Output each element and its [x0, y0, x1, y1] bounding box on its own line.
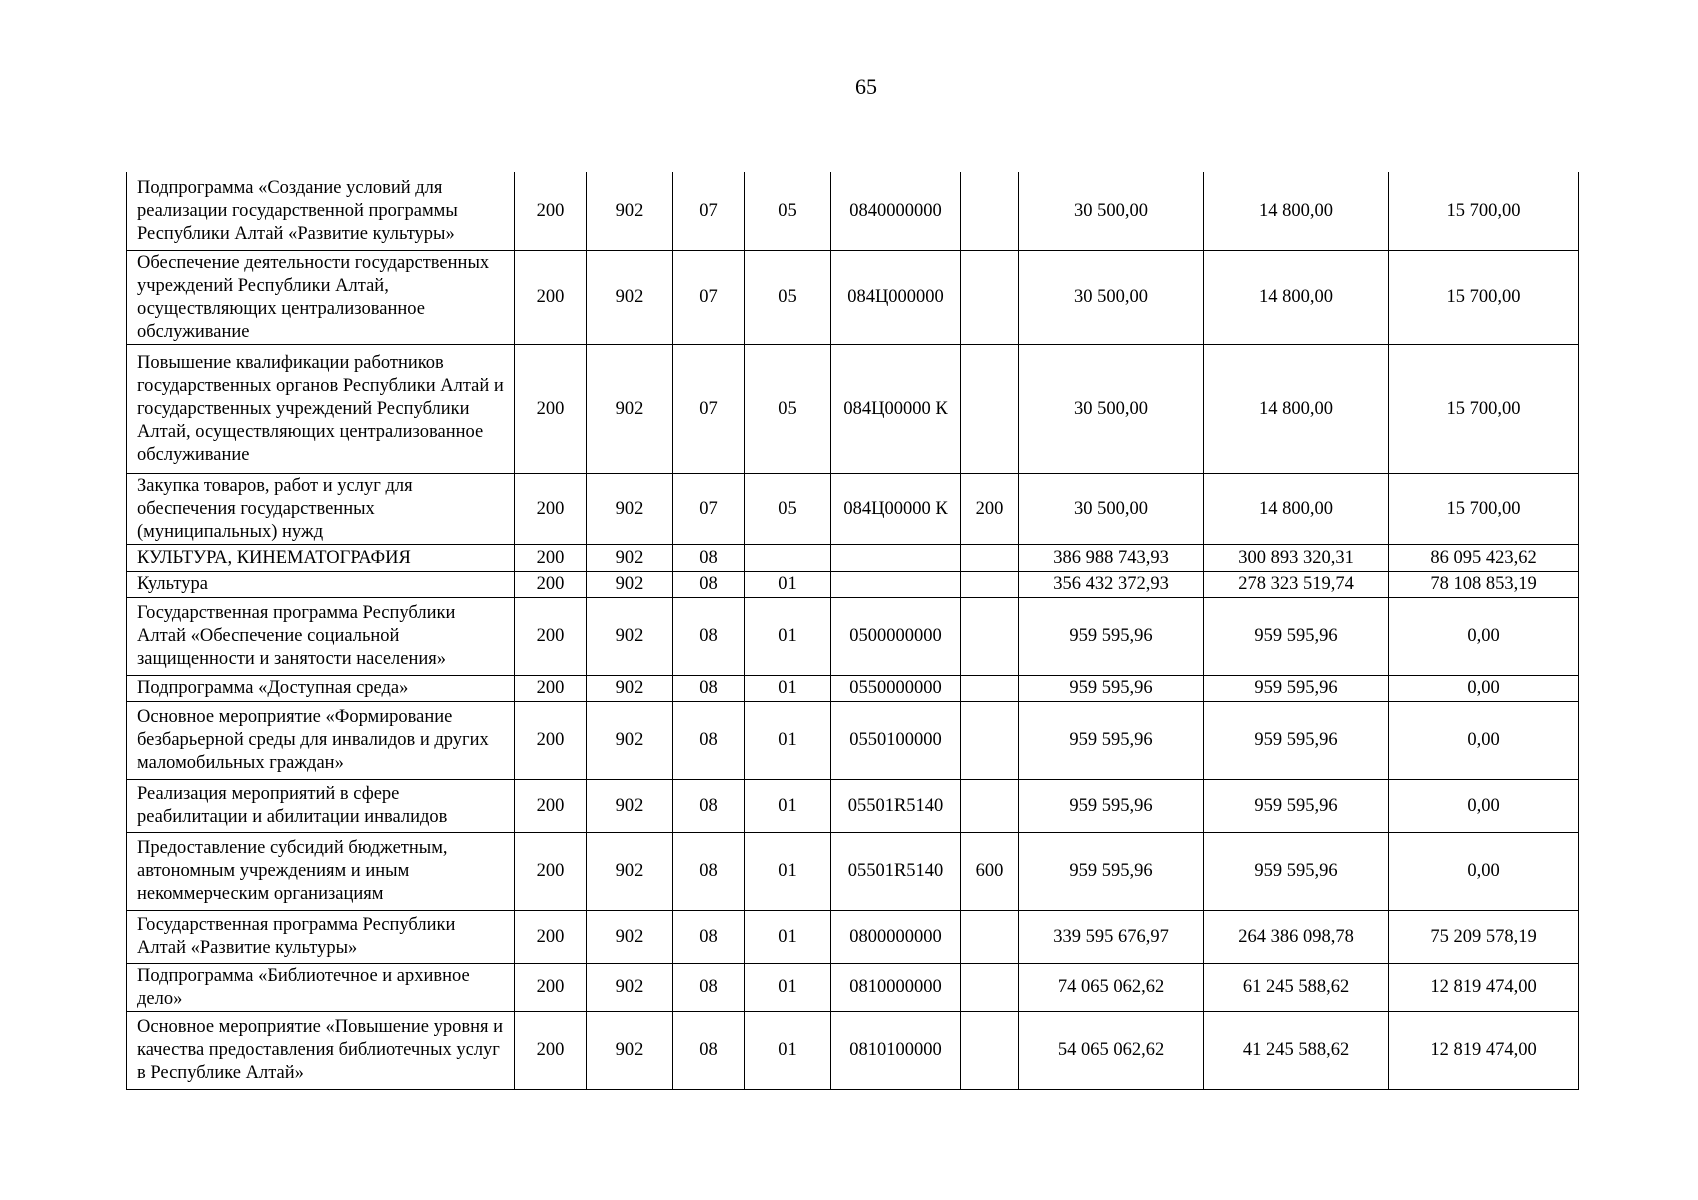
table-row [127, 571, 1579, 597]
section-cell: 08 [673, 571, 745, 597]
subsection-cell: 01 [745, 675, 831, 701]
amount-regional-cell: 0,00 [1389, 597, 1579, 675]
amount-total-cell: 30 500,00 [1019, 344, 1204, 473]
name-cell: Государственная программа Республики Алтай «Развитие культуры» [127, 910, 515, 963]
section-cell: 08 [673, 544, 745, 571]
expense-type-cell [961, 250, 1019, 344]
expense-type-cell [961, 571, 1019, 597]
admin-code-cell: 200 [515, 1011, 587, 1089]
target-article-cell: 0550100000 [831, 701, 961, 779]
amount-regional-cell: 75 209 578,19 [1389, 910, 1579, 963]
name-cell: Предоставление субсидий бюджетным, автономным учреждениям и иным некоммерческим организациям [127, 832, 515, 910]
dept-code-cell: 902 [587, 172, 673, 250]
amount-total-cell: 339 595 676,97 [1019, 910, 1204, 963]
amount-total-cell: 74 065 062,62 [1019, 963, 1204, 1011]
name-cell: Повышение квалификации работников государственных органов Республики Алтай и государственных учреждений Республики Алтай, осуществляющих централизованное обслуживание [127, 344, 515, 473]
admin-code-cell: 200 [515, 701, 587, 779]
subsection-cell [745, 544, 831, 571]
amount-regional-cell: 15 700,00 [1389, 473, 1579, 544]
amount-federal-cell: 300 893 320,31 [1204, 544, 1389, 571]
dept-code-cell: 902 [587, 701, 673, 779]
target-article-cell: 084Ц000000 [831, 250, 961, 344]
admin-code-cell: 200 [515, 779, 587, 832]
admin-code-cell: 200 [515, 675, 587, 701]
expense-type-cell: 600 [961, 832, 1019, 910]
admin-code-cell: 200 [515, 963, 587, 1011]
name-cell: Государственная программа Республики Алтай «Обеспечение социальной защищенности и занятости населения» [127, 597, 515, 675]
amount-total-cell: 959 595,96 [1019, 779, 1204, 832]
name-cell: Основное мероприятие «Формирование безбарьерной среды для инвалидов и других маломобильных граждан» [127, 701, 515, 779]
table-row [127, 963, 1579, 1011]
section-cell: 08 [673, 1011, 745, 1089]
amount-federal-cell: 14 800,00 [1204, 250, 1389, 344]
amount-total-cell: 959 595,96 [1019, 832, 1204, 910]
amount-federal-cell: 959 595,96 [1204, 779, 1389, 832]
section-cell: 08 [673, 675, 745, 701]
name-cell: Подпрограмма «Создание условий для реализации государственной программы Республики Алтай «Развитие культуры» [127, 172, 515, 250]
admin-code-cell: 200 [515, 597, 587, 675]
table-row [127, 701, 1579, 779]
amount-federal-cell: 959 595,96 [1204, 675, 1389, 701]
budget-table [126, 172, 1579, 1090]
name-cell: Реализация мероприятий в сфере реабилитации и абилитации инвалидов [127, 779, 515, 832]
target-article-cell: 0810000000 [831, 963, 961, 1011]
expense-type-cell [961, 172, 1019, 250]
expense-type-cell: 200 [961, 473, 1019, 544]
admin-code-cell: 200 [515, 344, 587, 473]
subsection-cell: 01 [745, 963, 831, 1011]
amount-regional-cell: 86 095 423,62 [1389, 544, 1579, 571]
table-row [127, 597, 1579, 675]
target-article-cell: 0840000000 [831, 172, 961, 250]
section-cell: 07 [673, 473, 745, 544]
table-row [127, 910, 1579, 963]
subsection-cell: 05 [745, 473, 831, 544]
amount-total-cell: 356 432 372,93 [1019, 571, 1204, 597]
table-row [127, 172, 1579, 250]
amount-regional-cell: 15 700,00 [1389, 172, 1579, 250]
amount-regional-cell: 12 819 474,00 [1389, 963, 1579, 1011]
expense-type-cell [961, 963, 1019, 1011]
subsection-cell: 01 [745, 1011, 831, 1089]
name-cell: Культура [127, 571, 515, 597]
dept-code-cell: 902 [587, 963, 673, 1011]
subsection-cell: 05 [745, 250, 831, 344]
section-cell: 08 [673, 910, 745, 963]
subsection-cell: 05 [745, 344, 831, 473]
name-cell: Основное мероприятие «Повышение уровня и качества предоставления библиотечных услуг в Республике Алтай» [127, 1011, 515, 1089]
dept-code-cell: 902 [587, 250, 673, 344]
table-row [127, 473, 1579, 544]
admin-code-cell: 200 [515, 571, 587, 597]
expense-type-cell [961, 910, 1019, 963]
admin-code-cell: 200 [515, 473, 587, 544]
amount-federal-cell: 264 386 098,78 [1204, 910, 1389, 963]
table-row [127, 250, 1579, 344]
name-cell: Подпрограмма «Библиотечное и архивное дело» [127, 963, 515, 1011]
section-cell: 08 [673, 832, 745, 910]
name-cell: Обеспечение деятельности государственных учреждений Республики Алтай, осуществляющих централизованное обслуживание [127, 250, 515, 344]
admin-code-cell: 200 [515, 250, 587, 344]
table-row [127, 832, 1579, 910]
amount-regional-cell: 15 700,00 [1389, 250, 1579, 344]
dept-code-cell: 902 [587, 571, 673, 597]
target-article-cell [831, 544, 961, 571]
amount-federal-cell: 14 800,00 [1204, 473, 1389, 544]
amount-federal-cell: 14 800,00 [1204, 172, 1389, 250]
subsection-cell: 01 [745, 779, 831, 832]
amount-total-cell: 30 500,00 [1019, 473, 1204, 544]
amount-total-cell: 30 500,00 [1019, 172, 1204, 250]
expense-type-cell [961, 544, 1019, 571]
table-row [127, 544, 1579, 571]
dept-code-cell: 902 [587, 832, 673, 910]
admin-code-cell: 200 [515, 832, 587, 910]
subsection-cell: 01 [745, 597, 831, 675]
amount-regional-cell: 12 819 474,00 [1389, 1011, 1579, 1089]
subsection-cell: 01 [745, 832, 831, 910]
section-cell: 08 [673, 779, 745, 832]
amount-total-cell: 959 595,96 [1019, 675, 1204, 701]
table-row [127, 1011, 1579, 1089]
section-cell: 08 [673, 963, 745, 1011]
amount-regional-cell: 78 108 853,19 [1389, 571, 1579, 597]
amount-total-cell: 30 500,00 [1019, 250, 1204, 344]
section-cell: 08 [673, 597, 745, 675]
target-article-cell: 0500000000 [831, 597, 961, 675]
target-article-cell: 0800000000 [831, 910, 961, 963]
name-cell: Закупка товаров, работ и услуг для обеспечения государственных (муниципальных) нужд [127, 473, 515, 544]
name-cell: КУЛЬТУРА, КИНЕМАТОГРАФИЯ [127, 544, 515, 571]
table-body [127, 172, 1579, 1089]
admin-code-cell: 200 [515, 544, 587, 571]
amount-regional-cell: 0,00 [1389, 832, 1579, 910]
target-article-cell: 084Ц00000 К [831, 473, 961, 544]
section-cell: 07 [673, 250, 745, 344]
dept-code-cell: 902 [587, 544, 673, 571]
table-row [127, 779, 1579, 832]
subsection-cell: 01 [745, 910, 831, 963]
target-article-cell: 084Ц00000 К [831, 344, 961, 473]
amount-total-cell: 54 065 062,62 [1019, 1011, 1204, 1089]
page-number: 65 [855, 74, 877, 99]
dept-code-cell: 902 [587, 344, 673, 473]
amount-regional-cell: 0,00 [1389, 779, 1579, 832]
dept-code-cell: 902 [587, 597, 673, 675]
section-cell: 07 [673, 344, 745, 473]
target-article-cell: 05501R5140 [831, 832, 961, 910]
expense-type-cell [961, 701, 1019, 779]
expense-type-cell [961, 1011, 1019, 1089]
subsection-cell: 01 [745, 571, 831, 597]
expense-type-cell [961, 675, 1019, 701]
amount-total-cell: 959 595,96 [1019, 597, 1204, 675]
dept-code-cell: 902 [587, 910, 673, 963]
amount-federal-cell: 41 245 588,62 [1204, 1011, 1389, 1089]
amount-federal-cell: 959 595,96 [1204, 832, 1389, 910]
amount-federal-cell: 959 595,96 [1204, 597, 1389, 675]
amount-federal-cell: 959 595,96 [1204, 701, 1389, 779]
target-article-cell: 05501R5140 [831, 779, 961, 832]
table-row [127, 344, 1579, 473]
dept-code-cell: 902 [587, 779, 673, 832]
subsection-cell: 05 [745, 172, 831, 250]
dept-code-cell: 902 [587, 675, 673, 701]
name-cell: Подпрограмма «Доступная среда» [127, 675, 515, 701]
amount-total-cell: 386 988 743,93 [1019, 544, 1204, 571]
expense-type-cell [961, 597, 1019, 675]
target-article-cell: 0810100000 [831, 1011, 961, 1089]
expense-type-cell [961, 779, 1019, 832]
target-article-cell: 0550000000 [831, 675, 961, 701]
expense-type-cell [961, 344, 1019, 473]
amount-federal-cell: 14 800,00 [1204, 344, 1389, 473]
subsection-cell: 01 [745, 701, 831, 779]
amount-regional-cell: 0,00 [1389, 701, 1579, 779]
table-row [127, 675, 1579, 701]
section-cell: 08 [673, 701, 745, 779]
admin-code-cell: 200 [515, 172, 587, 250]
amount-regional-cell: 0,00 [1389, 675, 1579, 701]
amount-regional-cell: 15 700,00 [1389, 344, 1579, 473]
dept-code-cell: 902 [587, 473, 673, 544]
section-cell: 07 [673, 172, 745, 250]
dept-code-cell: 902 [587, 1011, 673, 1089]
amount-total-cell: 959 595,96 [1019, 701, 1204, 779]
amount-federal-cell: 61 245 588,62 [1204, 963, 1389, 1011]
amount-federal-cell: 278 323 519,74 [1204, 571, 1389, 597]
admin-code-cell: 200 [515, 910, 587, 963]
target-article-cell [831, 571, 961, 597]
